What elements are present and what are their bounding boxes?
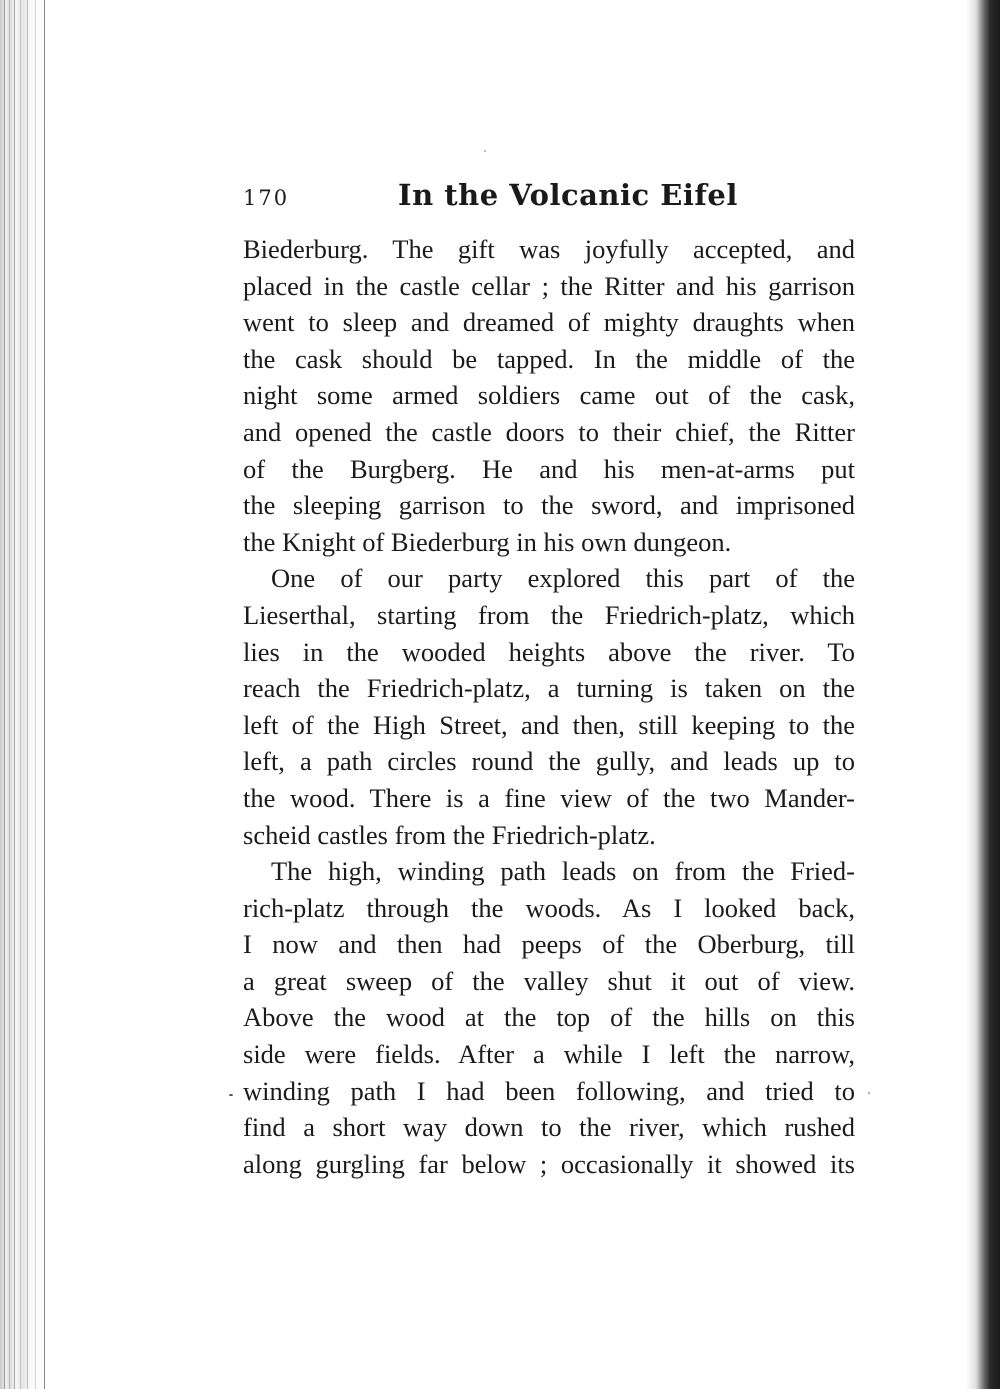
- paragraph: [243, 231, 855, 560]
- text-line: and opened the castle doors to their chief, the Ritter: [243, 416, 855, 447]
- paper-speck: [484, 150, 486, 152]
- text-line: left of the High Street, and then, still keeping to the: [243, 709, 855, 740]
- text-line: went to sleep and dreamed of mighty draughts when: [243, 307, 855, 338]
- text-line: the wood. There is a fine view of the two Mander-: [243, 782, 855, 813]
- page-number: 170: [243, 186, 290, 210]
- text-line: night some armed soldiers came out of the cask,: [243, 380, 855, 411]
- page-right-edge-shadow: [966, 0, 1000, 1389]
- text-line: along gurgling far below ; occasionally it showed its: [243, 1148, 855, 1179]
- text-line: lies in the wooded heights above the river. To: [243, 636, 855, 667]
- text-line: left, a path circles round the gully, and leads up to: [243, 746, 855, 777]
- text-line: scheid castles from the Friedrich-platz.: [243, 819, 656, 850]
- text-line: I now and then had peeps of the Oberburg, till: [243, 929, 855, 960]
- text-line: winding path I had been following, and tried to: [243, 1075, 855, 1106]
- text-line: placed in the castle cellar ; the Ritter and his garrison: [243, 270, 855, 301]
- text-line: find a short way down to the river, which rushed: [243, 1112, 855, 1143]
- paragraph: [243, 560, 855, 853]
- text-line: of the Burgberg. He and his men-at-arms put: [243, 453, 855, 484]
- text-line: the Knight of Biederburg in his own dungeon.: [243, 526, 732, 557]
- paper-speck: [229, 1094, 233, 1096]
- body-text: [243, 231, 855, 1182]
- text-line: rich-platz through the woods. As I looked back,: [243, 892, 855, 923]
- text-line: Lieserthal, starting from the Friedrich-platz, which: [243, 599, 855, 630]
- paper-speck: [868, 1092, 870, 1094]
- text-line: reach the Friedrich-platz, a turning is taken on the: [243, 673, 855, 704]
- text-line: side were fields. After a while I left the narrow,: [243, 1039, 855, 1070]
- page-stack-left-edge: [0, 0, 48, 1389]
- text-line: a great sweep of the valley shut it out of view.: [243, 965, 855, 996]
- paragraph: [243, 853, 855, 1182]
- page-header: [243, 178, 855, 218]
- text-line: the sleeping garrison to the sword, and imprisoned: [243, 490, 855, 521]
- text-line: Above the wood at the top of the hills on this: [243, 1002, 855, 1033]
- text-line: the cask should be tapped. In the middle of the: [243, 343, 855, 374]
- text-line: One of our party explored this part of the: [271, 563, 855, 594]
- running-title: In the Volcanic Eifel: [398, 178, 738, 212]
- text-line: Biederburg. The gift was joyfully accepted, and: [243, 234, 855, 264]
- text-line: The high, winding path leads on from the Fried-: [271, 856, 855, 887]
